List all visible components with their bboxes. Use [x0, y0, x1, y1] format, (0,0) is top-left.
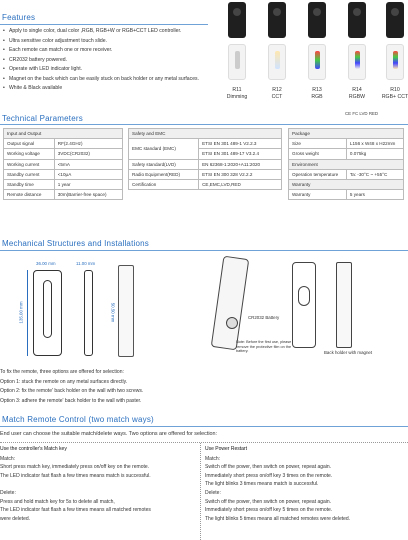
slider-outline-icon: [43, 280, 52, 338]
remote-black-r10: [386, 2, 404, 38]
height-dimension: 135.00 mm: [18, 301, 24, 324]
feature-item: • Ultra sensitive color adjustment touch slide.: [3, 37, 208, 47]
remote-white-r10: [386, 44, 404, 80]
safety-table: [128, 128, 282, 190]
width-dimension: 36.00 mm: [36, 261, 56, 266]
fix-option: Option 1: stuck the remote on any metal surfaces directly.: [0, 378, 128, 385]
table-row: Standby time 1 year: [4, 179, 123, 189]
features-divider: [0, 24, 208, 25]
mechanical-title: Mechanical Structures and Installations: [2, 239, 149, 248]
mechanical-drawings: [0, 252, 408, 360]
remote-white-r12: [268, 44, 286, 80]
depth-dimension: 11.00 mm: [76, 261, 96, 266]
fix-option: Option 2: fix the remote' back holder on the wall with two screws.: [0, 388, 144, 394]
remote-gallery: [216, 0, 408, 110]
match-label: Match:: [205, 455, 221, 462]
inner-dimension: 50.50 mm: [110, 302, 116, 323]
environment-header: Environment: [289, 159, 404, 169]
match-right-column: [205, 445, 405, 523]
table-row: Warranty 5 years: [289, 190, 404, 200]
remote-black-r14: [348, 2, 366, 38]
instruction-line: Immediately short press on/off key 3 times on the remote.: [205, 472, 333, 479]
remote-white-r13: [308, 44, 326, 80]
slider-ring-icon: [273, 8, 281, 16]
magnet-icon: [298, 286, 310, 306]
instruction-line: Switch off the power, then switch on power, repeat again.: [205, 498, 332, 505]
left-heading: Use the controller's Match key: [0, 446, 67, 452]
table-row: Output signal RF(2.4GHz): [4, 139, 123, 149]
model-label: R10 RGB+ CCT: [381, 87, 408, 100]
instruction-line: Switch off the power, then switch on power, repeat again.: [205, 464, 332, 471]
table-row: Certification CE,EMC,LVD,RED: [129, 179, 282, 189]
features-list: [3, 27, 208, 94]
package-header: Package: [289, 129, 404, 139]
slider-band-icon: [393, 51, 398, 69]
fix-intro: To fix the remote, three options are offered for selection:: [0, 369, 124, 375]
package-table: [288, 128, 404, 200]
table-row: Size L156 x W48 x H22mm: [289, 139, 404, 149]
io-header: Input and Output: [4, 129, 123, 139]
table-row: Working voltage 3VDC(CR2032): [4, 149, 123, 159]
battery-label: CR2032 Battery: [248, 315, 280, 320]
table-row: Working current <5mA: [4, 159, 123, 169]
table-row: Remote distance 30m(Barrier-free space): [4, 190, 123, 200]
instruction-line: The light blinks 5 times means all matched remotes were deleted.: [205, 515, 351, 522]
feature-item: • Apply to single color, dual color ,RGB, RGB+W or RGB+CCT LED controller.: [3, 27, 208, 37]
instruction-line: Short press match key, immediately press on/off key on the remote.: [0, 464, 150, 471]
battery-icon: [226, 317, 238, 329]
remote-open-drawing: [211, 256, 250, 351]
safety-header: Safety and EMC: [129, 129, 282, 139]
instruction-line: Immediately short press on/off key 5 times on the remote.: [205, 507, 333, 514]
technical-divider: [0, 124, 408, 125]
model-label: R11 Dimming: [226, 87, 248, 100]
feature-item: • White & Black available: [3, 84, 208, 94]
remote-black-r11: [228, 2, 246, 38]
remote-white-r11: [228, 44, 246, 80]
remote-black-r12: [268, 2, 286, 38]
match-intro: End user can choose the suitable match/delete ways. Two options are offered for selection:: [0, 431, 218, 437]
match-top-rule: [0, 442, 408, 443]
slider-band-icon: [275, 51, 280, 69]
mechanical-divider: [0, 250, 408, 251]
feature-item: • Magnet on the back which can be easily stuck on back holder or any metal surfaces.: [3, 75, 208, 85]
features-title: Features: [2, 13, 36, 22]
holder-drawing: [118, 265, 134, 357]
height-dimension-line: [27, 270, 28, 356]
fix-option: Option 3: adhere the remote' back holder to the wall with paster.: [0, 397, 142, 404]
model-label: R14 RGBW: [348, 87, 366, 100]
instruction-line: The light blinks 3 times means match is successful.: [205, 481, 319, 488]
delete-label: Delete:: [205, 489, 221, 496]
match-divider: [0, 426, 408, 427]
match-label: Match:: [0, 455, 16, 462]
battery-note: Note: Before the first use, please remove the protective film on the battery.: [236, 340, 292, 354]
slider-ring-icon: [313, 8, 321, 16]
slider-band-icon: [315, 51, 320, 69]
table-row: Standby current <10μA: [4, 169, 123, 179]
technical-title: Technical Parameters: [2, 114, 83, 123]
slider-band-icon: [235, 51, 240, 69]
model-label: R12 CCT: [271, 87, 283, 100]
table-row: Operation temperature Ta: -30°C ~ +55°C: [289, 169, 404, 179]
instruction-line: The LED indicator fast flash a few times means match is successful.: [0, 472, 151, 479]
holder-label: Back holder with magnet: [324, 350, 373, 355]
instruction-line: The LED indicator fast flash a few times means all matched remotes: [0, 507, 151, 514]
model-label: R13 RGB: [311, 87, 323, 100]
instruction-line: were deleted.: [0, 515, 31, 522]
table-row: ETSI EN 301 489-17 V3.2.4: [129, 149, 282, 159]
slider-band-icon: [355, 51, 360, 69]
remote-black-r13: [308, 2, 326, 38]
slider-ring-icon: [233, 8, 241, 16]
slider-ring-icon: [353, 8, 361, 16]
fix-options: [0, 368, 300, 406]
feature-item: • Operate with LED indicator light.: [3, 65, 208, 75]
feature-item: • Each remote can match one or more receiver.: [3, 46, 208, 56]
feature-item: • CR2032 battery powered.: [3, 56, 208, 66]
remote-side-drawing: [84, 270, 93, 356]
table-row: Safety standard(LVD) EN 62368-1:2020+A11:2020: [129, 159, 282, 169]
instruction-line: Press and hold match key for 5s to delete all match,: [0, 498, 115, 505]
right-heading: Use Power Restart: [205, 446, 247, 452]
io-table: [3, 128, 123, 200]
table-row: EMC standard (EMC) ETSI EN 301 489-1 V2.2.3: [129, 139, 282, 149]
match-title: Match Remote Control (two match ways): [2, 415, 154, 424]
slider-ring-icon: [391, 8, 399, 16]
certification-marks: CE FC LVD RED: [345, 111, 379, 116]
match-left-column: [0, 445, 200, 523]
remote-white-r14: [348, 44, 366, 80]
holder-iso-drawing: [336, 262, 352, 348]
table-row: Gross weight 0.075kg: [289, 149, 404, 159]
delete-label: Delete:: [0, 489, 16, 496]
table-row: Radio Equipment(RED) ETSI EN 300 328 V2.2.2: [129, 169, 282, 179]
match-column-divider: [200, 443, 201, 540]
warranty-header: Warranty: [289, 179, 404, 189]
